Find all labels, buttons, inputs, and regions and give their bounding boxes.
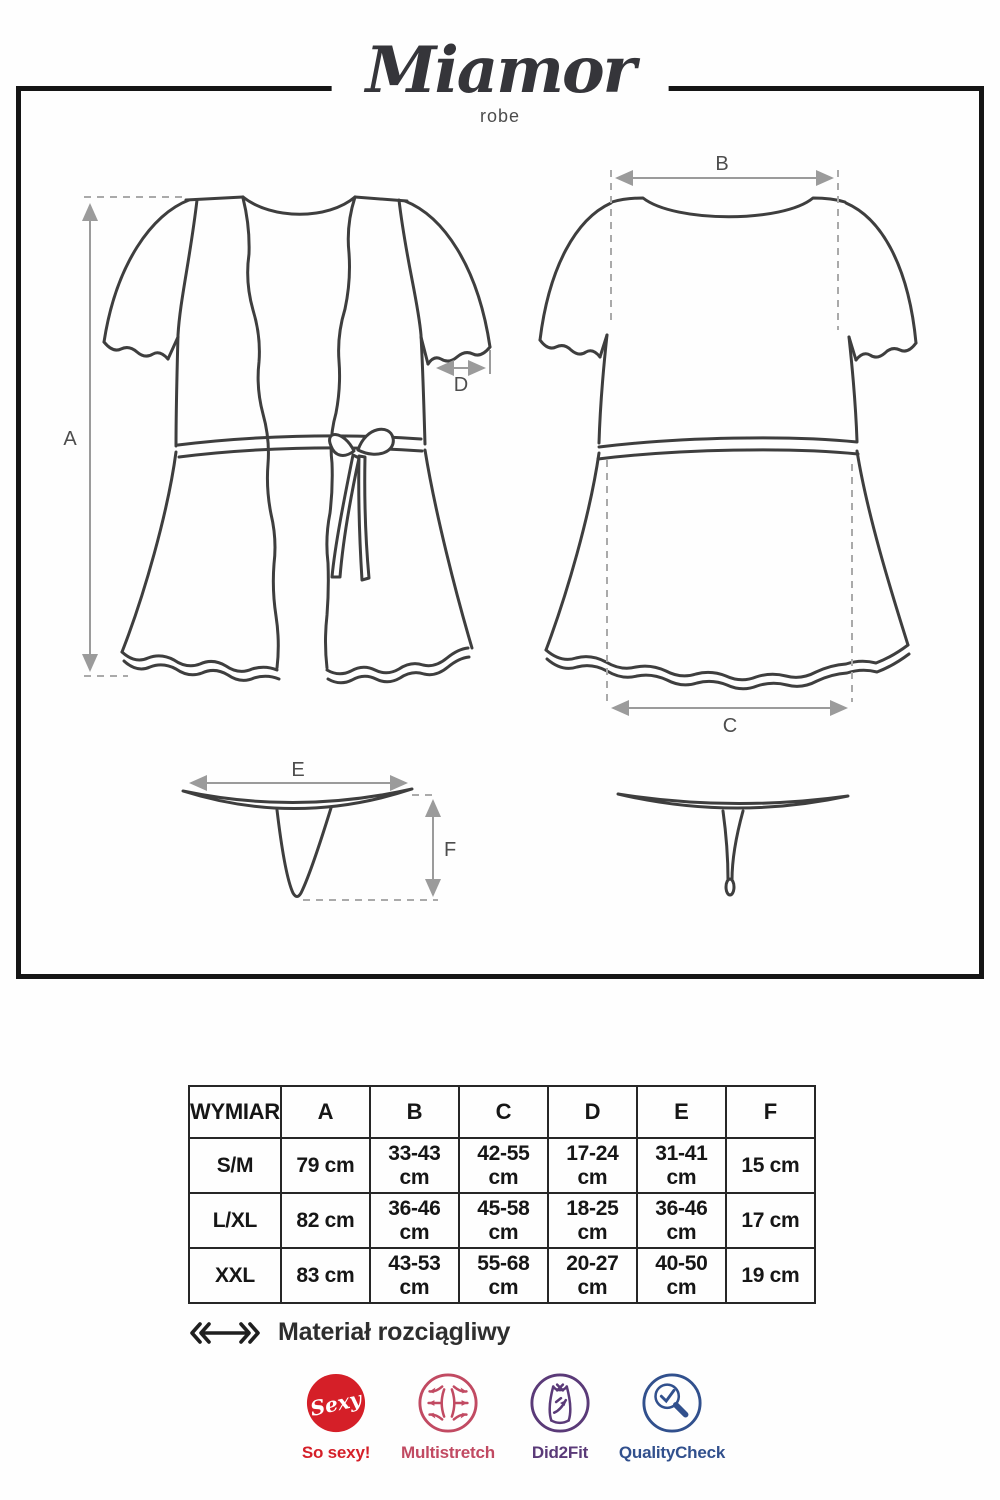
size-cell: XXL [189,1248,281,1303]
measure-label-d: D [453,374,469,396]
back-robe-drawing [540,198,916,689]
badge-qualitycheck [616,1372,728,1463]
value-cell: 33-43 cm [370,1138,459,1193]
col-header-c: C [459,1086,548,1138]
size-cell: S/M [189,1138,281,1193]
value-cell: 82 cm [281,1193,370,1248]
badge-so-sexy [280,1372,392,1463]
col-header-e: E [637,1086,726,1138]
value-cell: 36-46 cm [637,1193,726,1248]
col-header-d: D [548,1086,637,1138]
measure-label-e: E [291,759,305,781]
badge-multistretch [392,1372,504,1463]
value-cell: 83 cm [281,1248,370,1303]
value-cell: 15 cm [726,1138,815,1193]
table-row-sm [189,1138,815,1193]
badge-label: QualityCheck [618,1443,726,1462]
brand-logo-subtitle: robe [479,106,521,126]
qualitycheck-icon [641,1372,703,1434]
value-cell: 42-55 cm [459,1138,548,1193]
value-cell: 18-25 cm [548,1193,637,1248]
col-header-a: A [281,1086,370,1138]
value-cell: 40-50 cm [637,1248,726,1303]
badge-label: So sexy! [301,1443,371,1462]
measurement-arrows [63,153,852,900]
material-note-label: Materiał rozciągliwy [278,1318,511,1346]
value-cell: 31-41 cm [637,1138,726,1193]
value-cell: 36-46 cm [370,1193,459,1248]
front-panty-drawing [183,789,412,897]
value-cell: 55-68 cm [459,1248,548,1303]
col-header-wymiar: WYMIAR [189,1086,281,1138]
size-table-header-row [189,1086,815,1138]
back-panty-drawing [618,794,848,895]
front-robe-drawing [104,197,490,683]
feature-badges [280,1372,728,1463]
value-cell: 17 cm [726,1193,815,1248]
brand-logo [332,33,669,127]
col-header-b: B [370,1086,459,1138]
value-cell: 17-24 cm [548,1138,637,1193]
measure-label-b: B [715,153,729,175]
value-cell: 20-27 cm [548,1248,637,1303]
value-cell: 79 cm [281,1138,370,1193]
size-cell: L/XL [189,1193,281,1248]
badge-label: Multistretch [401,1443,495,1462]
multistretch-icon [417,1372,479,1434]
did2fit-icon [529,1372,591,1434]
sexy-badge-icon [305,1372,367,1434]
measure-label-f: F [444,839,457,861]
measure-label-c: C [722,715,738,737]
table-row-lxl [189,1193,815,1248]
value-cell: 43-53 cm [370,1248,459,1303]
size-table [188,1085,816,1304]
badge-label: Did2Fit [531,1443,589,1462]
measure-label-a: A [63,428,77,450]
table-row-xxl [189,1248,815,1303]
stretch-arrow-icon [190,1319,260,1347]
col-header-f: F [726,1086,815,1138]
sexy-badge-text: Sexy [308,1386,364,1421]
brand-logo-text: Miamor [365,33,635,108]
value-cell: 19 cm [726,1248,815,1303]
value-cell: 45-58 cm [459,1193,548,1248]
material-note [190,1318,510,1347]
badge-did2fit [504,1372,616,1463]
